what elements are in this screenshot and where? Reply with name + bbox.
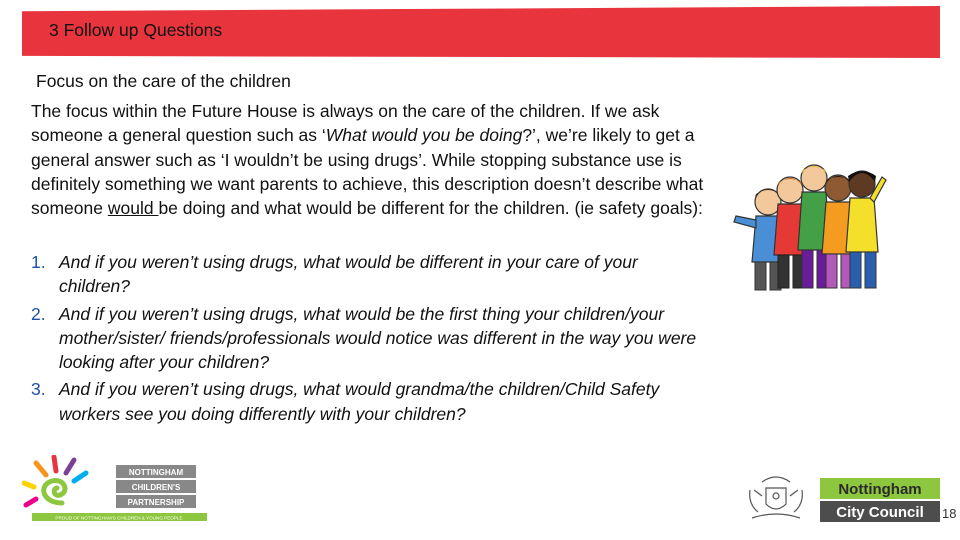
ncp-line-2: CHILDREN'S: [131, 483, 181, 492]
slide-title: 3 Follow up Questions: [49, 20, 223, 40]
list-number: 3.: [31, 379, 46, 400]
council-line-1: Nottingham: [838, 481, 922, 498]
list-item: [31, 302, 701, 375]
question-list: [31, 250, 701, 429]
list-number: 2.: [31, 303, 46, 324]
nottingham-city-council-logo: [740, 470, 945, 530]
ncp-logo: [22, 455, 212, 525]
paragraph-text-2: ?’, we’re likely to get a general answer such as ‘I wouldn’t be using drugs’. While stopping substance use is definitely something we want parents to achieve, this description doesn’t describe what someone: [31, 125, 704, 219]
paragraph-underlined-word: would: [107, 198, 159, 219]
ncp-line-1: NOTTINGHAM: [128, 468, 184, 477]
list-number: 1.: [31, 252, 46, 272]
council-line-2: City Council: [836, 504, 924, 521]
paragraph-text-1: The focus within the Future House is always on the care of the children. If we ask someone a general question such as ‘: [31, 101, 660, 146]
section-heading: Focus on the care of the children: [36, 71, 291, 91]
swirl-icon: [24, 457, 86, 505]
ncp-line-3: PARTNERSHIP: [127, 498, 185, 507]
ncp-tagline: PROUD OF NOTTINGHAM'S CHILDREN & YOUNG PEOPLE: [55, 515, 183, 521]
page-number: 18: [942, 506, 957, 521]
list-item: [31, 377, 701, 426]
body-paragraph: [31, 99, 721, 220]
question-text: And if you weren’t using drugs, what would be the first thing your children/your mother/sister/ friends/professionals would notice was different in the way you were looking after your children?: [59, 303, 697, 373]
coat-of-arms-icon: [750, 477, 803, 518]
paragraph-italic-quote: What would you be doing: [325, 125, 523, 146]
question-text: And if you weren’t using drugs, what would be different in your care of your children?: [59, 252, 638, 297]
children-illustration: [728, 150, 888, 295]
child-figure-yellow: [846, 171, 886, 288]
question-text: And if you weren’t using drugs, what would grandma/the children/Child Safety workers see you doing differently with your children?: [59, 379, 660, 424]
list-item: [31, 250, 701, 299]
paragraph-text-3: be doing and what would be different for the children. (ie safety goals):: [158, 198, 703, 219]
